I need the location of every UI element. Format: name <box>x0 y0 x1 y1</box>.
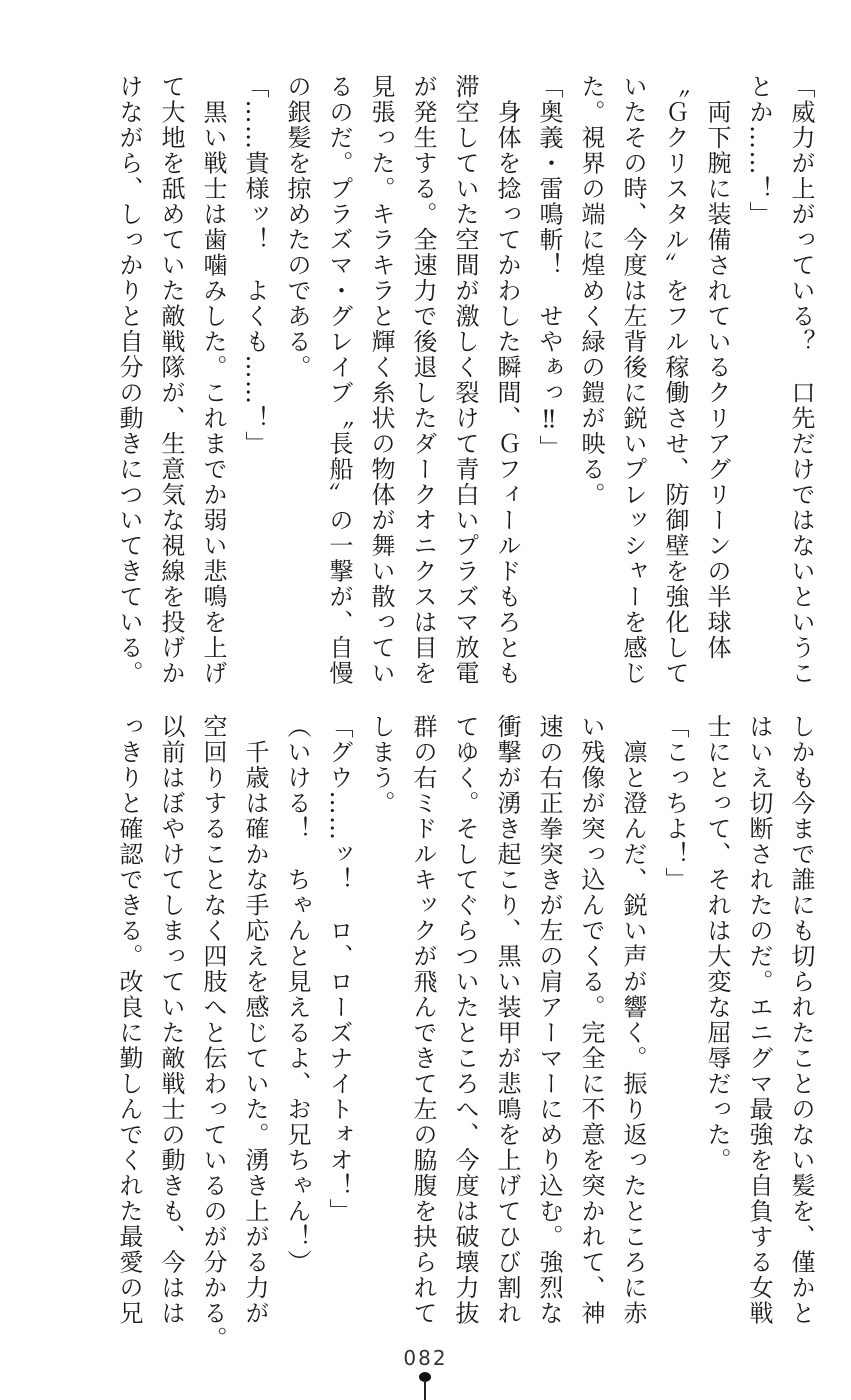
text-line: とか……！」 <box>745 74 773 227</box>
text-line: 「奥義・雷鳴斬！ せやぁっ‼」 <box>535 74 563 461</box>
lower-text-block <box>108 714 822 1352</box>
text-line: の銀髪を掠めたのである。 <box>283 74 311 380</box>
text-line: 千歳は確かな手応えを感じていた。湧き上がる力が <box>241 714 269 1326</box>
text-line: が発生する。全速力で後退したダークオニクスは目を <box>409 74 437 686</box>
text-line: 凛と澄んだ、鋭い声が響く。振り返ったところに赤 <box>619 714 647 1326</box>
page-number: 082 <box>403 1346 448 1370</box>
text-line: 速の右正拳突きが左の肩アーマーにめり込む。強烈な <box>535 714 563 1326</box>
text-line: しまう。 <box>367 714 395 816</box>
text-line: 群の右ミドルキックが飛んできて左の脇腹を抉られて <box>409 714 437 1326</box>
text-line: いたその時、今度は左背後に鋭いプレッシャーを感じ <box>619 74 647 686</box>
text-line: 「グウ……ッ！ ロ、ローズナイトォオ！」 <box>325 714 353 1224</box>
text-line: 「……貴様ッ！ よくも……！」 <box>241 74 269 457</box>
text-line: 以前はぼやけてしまっていた敵戦士の動きも、今はは <box>157 714 185 1326</box>
page-marker-line <box>424 1380 426 1400</box>
text-line: 「威力が上がっている？ 口先だけではないというこ <box>787 74 815 686</box>
text-line: てゆく。そしてぐらついたところへ、今度は破壊力抜 <box>451 714 479 1326</box>
text-line: て大地を舐めていた敵戦隊が、生意気な視線を投げか <box>157 74 185 686</box>
text-line: るのだ。プラズマ・グレイブ〝長船〟の一撃が、自慢 <box>325 74 353 686</box>
text-line: 「こっちよ！」 <box>661 714 689 893</box>
text-line: （いける！ ちゃんと見えるよ、お兄ちゃん！） <box>283 714 311 1275</box>
text-line: 衝撃が湧き起こり、黒い装甲が悲鳴を上げてひび割れ <box>493 714 521 1326</box>
text-line: た。視界の端に煌めく緑の鎧が映る。 <box>577 74 605 508</box>
text-line: しかも今まで誰にも切られたことのない髪を、僅かと <box>787 714 815 1326</box>
text-line: 滞空していた空間が激しく裂けて青白いプラズマ放電 <box>451 74 479 686</box>
text-line: 空回りすることなく四肢へと伝わっているのが分かる。 <box>199 714 227 1352</box>
text-line: 両下腕に装備されているクリアグリーンの半球体 <box>703 74 731 661</box>
text-line: 〝Ｇクリスタル〟をフル稼働させ、防御壁を強化して <box>661 74 689 686</box>
text-line: はいえ切断されたのだ。エニグマ最強を自負する女戦 <box>745 714 773 1326</box>
text-line: っきりと確認できる。改良に勤しんでくれた最愛の兄 <box>115 714 143 1326</box>
text-line: い残像が突っ込んでくる。完全に不意を突かれて、神 <box>577 714 605 1326</box>
text-line: 黒い戦士は歯噛みした。これまでか弱い悲鳴を上げ <box>199 74 227 686</box>
text-line: 士にとって、それは大変な屈辱だった。 <box>703 714 731 1173</box>
text-line: 身体を捻ってかわした瞬間、Ｇフィールドもろとも <box>493 74 521 686</box>
text-line: 見張った。キラキラと輝く糸状の物体が舞い散ってい <box>367 74 395 686</box>
text-line: けながら、しっかりと自分の動きについてきている。 <box>115 74 143 686</box>
upper-text-block <box>108 74 822 694</box>
